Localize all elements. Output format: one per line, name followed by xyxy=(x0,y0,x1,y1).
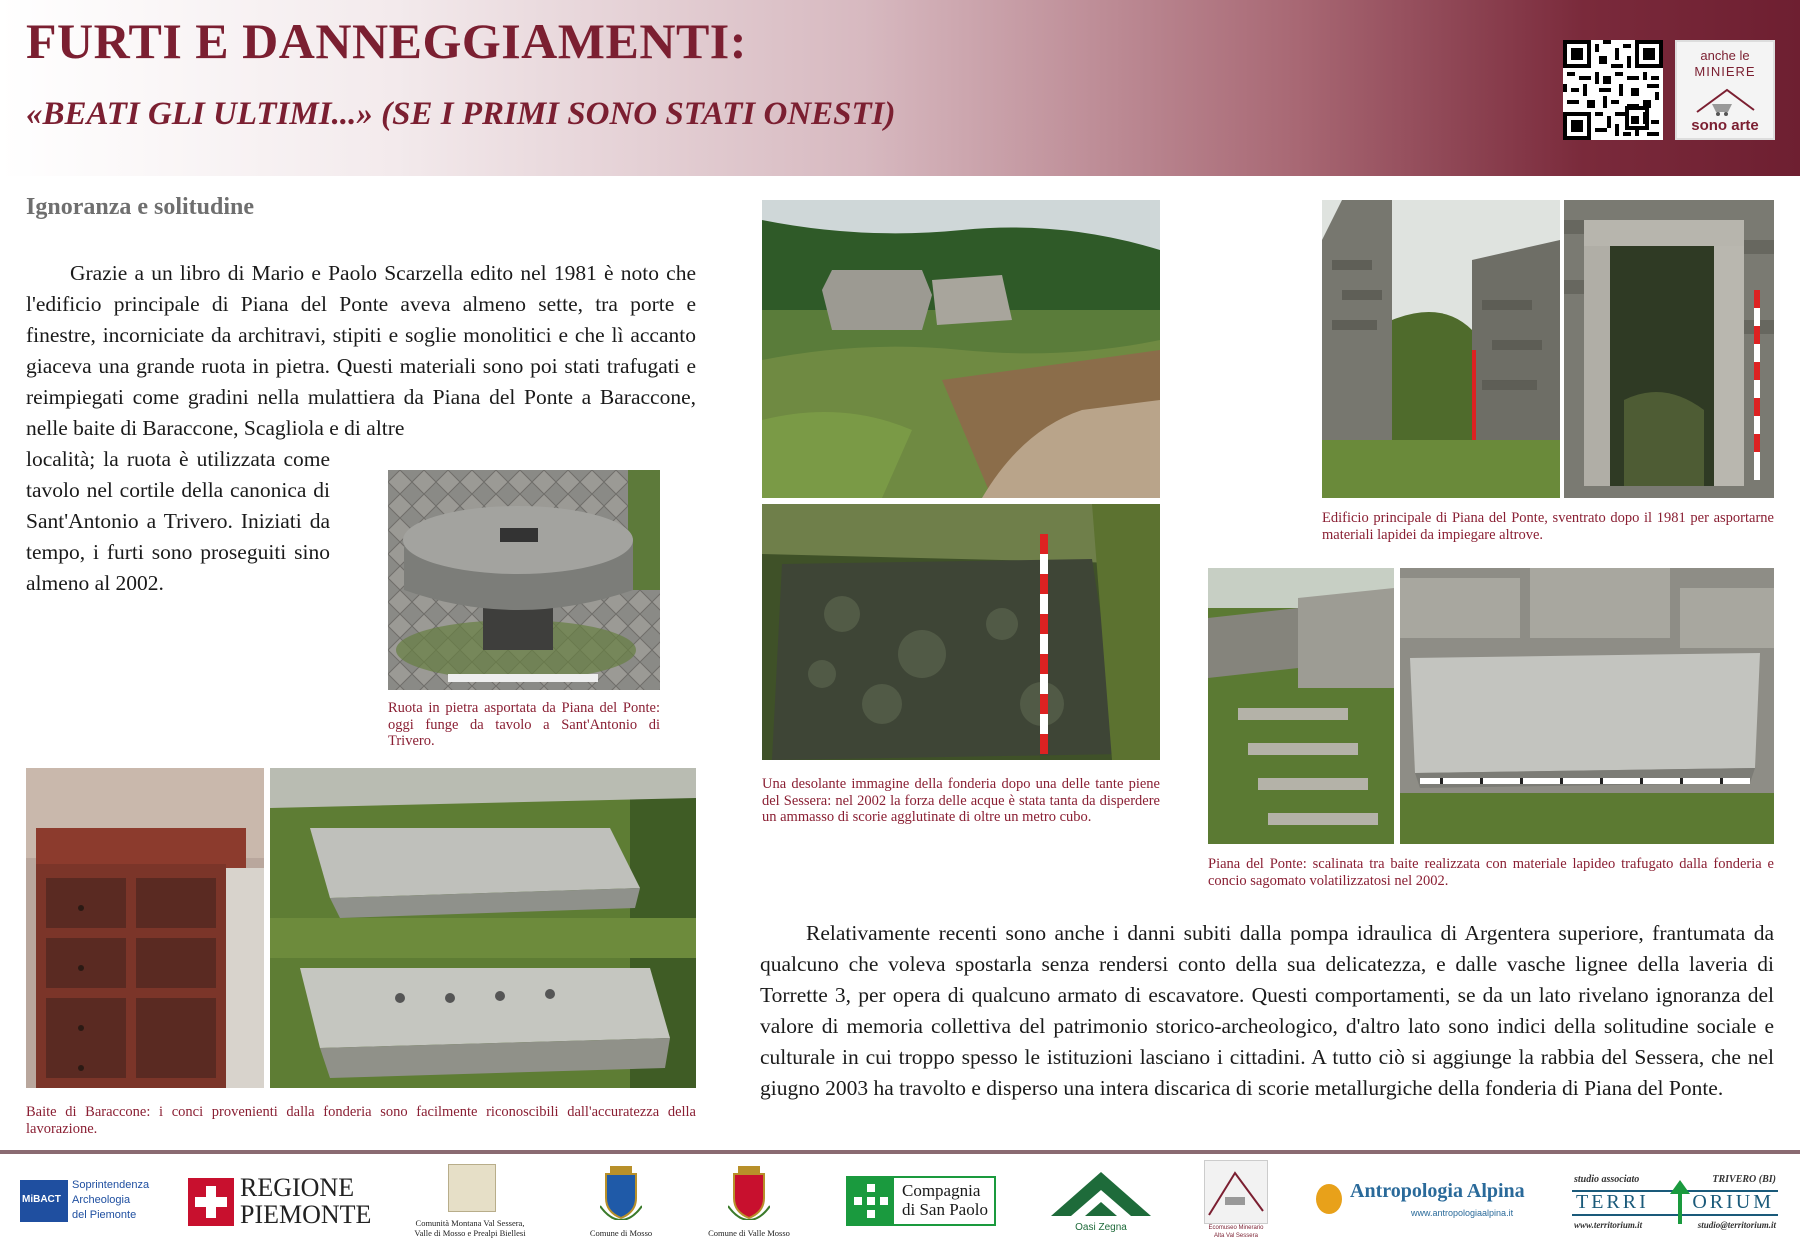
valle-mosso-label: Comune di Valle Mosso xyxy=(708,1228,790,1238)
ecomuseo-logo xyxy=(1196,1160,1276,1244)
soprintendenza-logo xyxy=(20,1176,160,1226)
territorium-right: ORIUM xyxy=(1692,1191,1774,1213)
san-paolo-line2: di San Paolo xyxy=(902,1200,988,1219)
oasi-label: Oasi Zegna xyxy=(1075,1222,1127,1233)
caption-building: Edificio principale di Piana del Ponte, sventrato dopo il 1981 per asportarne materiali lapidei da impiegare altrove. xyxy=(1322,510,1774,543)
compagnia-san-paolo-logo xyxy=(846,1176,996,1226)
baite-frame-photo xyxy=(26,768,264,1088)
baite-steps-photo xyxy=(270,768,696,1088)
territorium-top-right: TRIVERO (BI) xyxy=(1712,1174,1776,1185)
territorium-left: TERRI xyxy=(1576,1191,1649,1213)
antropologia-emblem-icon xyxy=(1316,1184,1342,1214)
oasi-zegna-logo xyxy=(1046,1168,1156,1238)
mountain-icon xyxy=(1051,1168,1151,1218)
regione-piemonte-logo xyxy=(188,1173,372,1230)
piemonte-shield-icon xyxy=(188,1178,234,1226)
comunita-montana-logo xyxy=(400,1164,540,1242)
header-banner xyxy=(0,0,1800,176)
soprintendenza-line1: Soprintendenza xyxy=(72,1179,150,1191)
comunita-map-icon xyxy=(448,1164,496,1212)
caption-wheel: Ruota in pietra asportata da Piana del Ponte: oggi funge da tavolo a Sant'Antonio di Trivero. xyxy=(388,700,660,749)
section-heading: Ignoranza e solitudine xyxy=(26,194,255,220)
soprintendenza-line3: del Piemonte xyxy=(72,1209,137,1221)
comune-mosso-logo xyxy=(576,1164,666,1242)
mosso-label: Comune di Mosso xyxy=(589,1228,653,1238)
page-subtitle: «BEATI GLI ULTIMI...» (SE I PRIMI SONO STATI ONESTI) xyxy=(26,96,896,132)
miniere-logo xyxy=(1675,40,1775,140)
mining-cart-icon xyxy=(1692,82,1762,118)
comunita-line2: Valle di Mosso e Prealpi Biellesi xyxy=(414,1228,526,1238)
regione-line1: REGIONE xyxy=(240,1173,355,1202)
ecomuseo-line2: Alta Val Sessera xyxy=(1214,1233,1258,1239)
caption-baite: Baite di Baraccone: i conci provenienti dalla fonderia sono facilmente riconoscibili dall'accuratezza della lavorazione. xyxy=(26,1104,696,1137)
antropologia-alpina-logo xyxy=(1316,1180,1526,1226)
territorium-tree-icon xyxy=(1668,1180,1692,1224)
territorium-top-left: studio associato xyxy=(1574,1174,1640,1185)
mibact-label: MiBACT xyxy=(22,1194,61,1205)
logo-line3: sono arte xyxy=(1691,117,1759,134)
stairs-baite-photo xyxy=(1208,568,1394,844)
antropologia-url[interactable]: www.antropologiaalpina.it xyxy=(1411,1208,1514,1218)
san-paolo-emblem-icon xyxy=(848,1178,894,1224)
intro-paragraph-continued: località; la ruota è utilizzata come tavolo nel cortile della canonica di Sant'Antonio a Trivero. Iniziati da tempo, i furti sono proseguiti sino almeno al 2002. xyxy=(26,447,330,595)
san-paolo-line1: Compagnia xyxy=(902,1181,981,1200)
logo-line2: MINIERE xyxy=(1694,64,1756,79)
mibact-emblem-icon xyxy=(20,1180,68,1222)
mosso-crest-icon xyxy=(600,1166,642,1220)
stone-wheel-photo xyxy=(388,470,660,690)
footer-divider xyxy=(0,1150,1800,1154)
territorium-url-left[interactable]: www.territorium.it xyxy=(1574,1220,1643,1230)
logo-line1: anche le xyxy=(1700,48,1750,63)
caption-foundry: Una desolante immagine della fonderia dopo una delle tante piene del Sessera: nel 2002 la forza delle acque è stata tanta da disperdere un ammasso di scorie agglutinate di oltre un metro cubo. xyxy=(762,776,1160,825)
territorium-logo xyxy=(1572,1174,1778,1236)
damage-paragraph: Relativamente recenti sono anche i danni subiti dalla pompa idraulica di Argentera superiore, frantumata da qualcuno che voleva spostarla senza rendersi conto della sua delicatezza, e dalle vasche lignee della laveria di Torrette 3, per opera di qualcuno armato di escavatore. Questi comportamenti, se da un lato rivelano ignoranza del valore di memoria collettiva del patrimonio storico-archeologico, d'altro lato sono indici della solitudine sociale e culturale in cui troppo spesso le istituzioni lasciano i cittadini. A tutto ciò si aggiunge la rabbia del Sessera, che nel giugno 2003 ha travolto e disperso una intera discarica di scorie metallurgiche della fonderia di Piana del Ponte. xyxy=(760,921,1774,1100)
comunita-line1: Comunità Montana Val Sessera, xyxy=(415,1218,525,1228)
building-wall-photo xyxy=(1322,200,1560,498)
stone-doorway-photo xyxy=(1564,200,1774,498)
soprintendenza-line2: Archeologia xyxy=(72,1194,131,1206)
ecomuseo-line1: Ecomuseo Minerario xyxy=(1208,1225,1264,1231)
carved-block-photo xyxy=(1400,568,1774,844)
slag-block-photo xyxy=(762,504,1160,760)
ecomuseo-emblem-icon xyxy=(1204,1160,1268,1224)
valle-mosso-crest-icon xyxy=(728,1166,770,1220)
page-title: FURTI E DANNEGGIAMENTI: xyxy=(26,13,747,69)
intro-paragraph: Grazie a un libro di Mario e Paolo Scarzella edito nel 1981 è noto che l'edificio principale di Piana del Ponte aveva almeno sette, tra porte e finestre, incorniciate da architravi, stipiti e soglie monolitici e che lì accanto giaceva una grande ruota in pietra. Questi materiali sono poi stati trafugati e reimpiegati come gradini nella mulattiera da Piana del Ponte a Baraccone, nelle baite di Baraccone, Scagliola e di altre xyxy=(26,261,696,440)
territorium-url-right[interactable]: studio@territorium.it xyxy=(1697,1220,1776,1230)
qr-code-icon[interactable] xyxy=(1563,40,1663,140)
caption-stairs: Piana del Ponte: scalinata tra baite realizzata con materiale lapideo trafugato dalla fonderia e concio sagomato volatilizzatosi nel 2002. xyxy=(1208,856,1774,889)
foundry-ruins-photo xyxy=(762,200,1160,498)
regione-line2: PIEMONTE xyxy=(240,1200,372,1229)
comune-valle-mosso-logo xyxy=(694,1164,804,1242)
antropologia-title: Antropologia Alpina xyxy=(1350,1180,1525,1202)
